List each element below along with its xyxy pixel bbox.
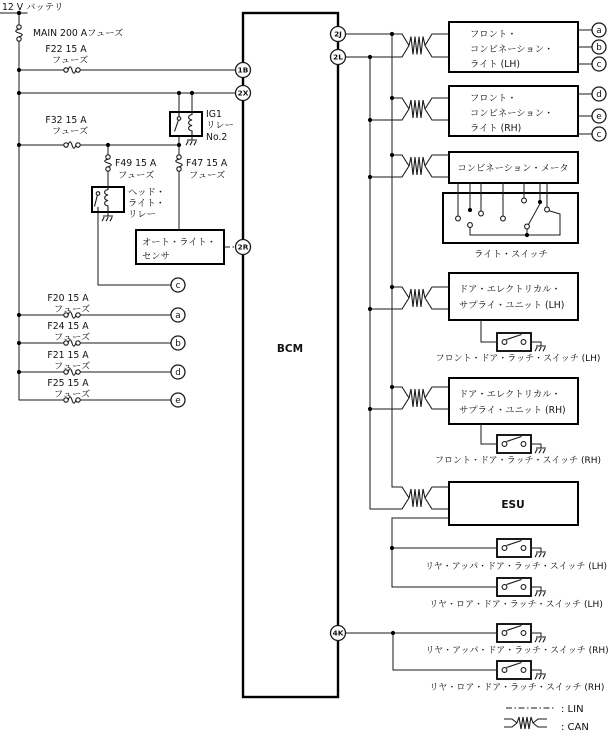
rear-upper-latch-lh-label: リヤ・アッパ・ドア・ラッチ・スイッチ (LH) bbox=[424, 562, 608, 572]
pin-b-lh-label: b bbox=[596, 43, 602, 53]
junction-dot bbox=[17, 68, 21, 72]
door-supply-lh-label: ドア・エレクトリカル・ bbox=[459, 284, 561, 295]
door-supply-rh-label2: サプライ・ユニット (RH) bbox=[459, 405, 566, 416]
ig1-label2: リレー bbox=[206, 120, 234, 131]
can-twist-combo-lh bbox=[402, 34, 449, 57]
ig1-label3: No.2 bbox=[206, 132, 228, 143]
f24-label2: フューズ bbox=[53, 332, 91, 343]
auto-light-sensor-label2: センサ bbox=[142, 251, 170, 262]
switch-contact bbox=[502, 340, 507, 345]
fuse-terminal bbox=[64, 143, 68, 147]
junction-dot bbox=[17, 313, 21, 317]
junction-dot bbox=[17, 370, 21, 374]
main-fuse-terminal bbox=[17, 37, 21, 41]
main-fuse-label: MAIN 200 Aフューズ bbox=[33, 28, 124, 39]
combination-meter-label: コンビネーション・メータ bbox=[457, 163, 569, 174]
door-supply-lh-label2: サプライ・ユニット (LH) bbox=[459, 300, 565, 311]
combo-lh-label2: コンビネーション・ bbox=[470, 44, 554, 55]
bcm-box bbox=[243, 13, 338, 697]
f32-label: F32 15 A bbox=[45, 115, 87, 126]
junction-dot bbox=[17, 143, 21, 147]
combo-lh-label: フロント・ bbox=[470, 29, 517, 40]
relay-switch-contact bbox=[96, 192, 100, 196]
switch-contact bbox=[468, 223, 473, 228]
fuse-terminal bbox=[64, 68, 68, 72]
junction-dot bbox=[525, 233, 529, 237]
main-fuse-symbol bbox=[16, 25, 23, 41]
legend-can-symbol bbox=[504, 717, 547, 729]
main-fuse-terminal bbox=[17, 25, 21, 29]
fuse-terminal bbox=[106, 167, 110, 171]
junction-dot bbox=[17, 341, 21, 345]
pin-a-label: a bbox=[175, 311, 181, 321]
combo-rh-label2: コンビネーション・ bbox=[470, 108, 554, 119]
junction-dot bbox=[177, 143, 181, 147]
switch-contact bbox=[502, 631, 507, 636]
pin-d-rh-label: d bbox=[596, 90, 602, 100]
connector-2l-label: 2L bbox=[333, 52, 343, 62]
fuse-terminal bbox=[76, 143, 80, 147]
legend-lin-label: : LIN bbox=[561, 704, 584, 715]
combo-rh-label3: ライト (RH) bbox=[470, 123, 522, 134]
pin-c-label: c bbox=[175, 281, 181, 291]
door-supply-rh-label: ドア・エレクトリカル・ bbox=[459, 389, 561, 400]
f49-label: F49 15 A bbox=[115, 158, 157, 169]
connector-2r-label: 2R bbox=[237, 242, 249, 252]
main-fuse-element bbox=[16, 29, 23, 37]
pin-c-rh-label: c bbox=[596, 130, 602, 140]
esu-label: ESU bbox=[501, 499, 525, 511]
can-twist-meter bbox=[402, 155, 449, 177]
pin-d-label: d bbox=[175, 368, 181, 378]
light-switch-label: ライト・スイッチ bbox=[474, 249, 548, 260]
switch-pivot-dot bbox=[538, 200, 542, 204]
switch-pivot-dot bbox=[468, 208, 472, 212]
fuse-element bbox=[105, 159, 112, 167]
can-stub-door-rh bbox=[370, 387, 402, 409]
can-stub-meter bbox=[370, 155, 402, 177]
can-bus-a bbox=[392, 34, 402, 487]
f22-fuse-symbol bbox=[64, 67, 80, 74]
f47-label: F47 15 A bbox=[186, 158, 228, 169]
switch-contact bbox=[522, 198, 527, 203]
can-stub-combo-rh bbox=[370, 98, 402, 120]
junction-dot bbox=[368, 407, 372, 411]
f21-label: F21 15 A bbox=[47, 350, 89, 361]
legend-can-label: : CAN bbox=[561, 722, 589, 733]
connector-1b-label: 1B bbox=[237, 65, 249, 75]
f25-label: F25 15 A bbox=[47, 378, 89, 389]
fuse-element bbox=[68, 142, 76, 149]
can-twist-door-lh bbox=[402, 287, 449, 309]
switch-contact bbox=[502, 668, 507, 673]
junction-dot bbox=[390, 153, 394, 157]
ground-rear-lower-rh bbox=[535, 674, 546, 679]
junction-dot bbox=[368, 118, 372, 122]
junction-dot bbox=[368, 307, 372, 311]
junction-dot bbox=[17, 91, 21, 95]
switch-contact bbox=[502, 442, 507, 447]
junction-dot bbox=[190, 91, 194, 95]
junction-dot bbox=[390, 546, 394, 550]
can-twist-combo-rh bbox=[402, 98, 449, 120]
f32-fuse-symbol bbox=[64, 142, 80, 149]
ig1-relay-box bbox=[170, 112, 202, 136]
can-bus-b bbox=[370, 57, 402, 509]
fuse-element bbox=[68, 67, 76, 74]
switch-contact bbox=[456, 216, 461, 221]
front-latch-rh-label: フロント・ドア・ラッチ・スイッチ (RH) bbox=[434, 456, 602, 466]
switch-contact bbox=[525, 224, 530, 229]
ground-rear-lower-lh bbox=[535, 591, 546, 596]
can-twist-door-rh bbox=[402, 387, 449, 409]
junction-dot bbox=[390, 385, 394, 389]
bcm-label: BCM bbox=[276, 343, 304, 355]
f20-label2: フューズ bbox=[53, 304, 91, 315]
headlight-relay-label: ヘッド・ bbox=[128, 187, 166, 198]
headlight-relay-label3: リレー bbox=[128, 209, 156, 220]
pin-e-label: e bbox=[175, 396, 181, 406]
f21-label2: フューズ bbox=[53, 361, 91, 372]
f49-label2: フューズ bbox=[118, 170, 155, 181]
f49-fuse-symbol bbox=[105, 155, 112, 171]
fuse-element bbox=[176, 159, 183, 167]
f25-label2: フューズ bbox=[53, 389, 91, 400]
junction-dot bbox=[390, 32, 394, 36]
junction-dot bbox=[177, 91, 181, 95]
ground-rear-upper-rh bbox=[535, 637, 546, 642]
rear-upper-latch-rh-label: リヤ・アッパ・ドア・ラッチ・スイッチ (RH) bbox=[425, 646, 609, 656]
switch-contact bbox=[479, 211, 484, 216]
pin-e-rh-label: e bbox=[596, 112, 602, 122]
f22-label: F22 15 A bbox=[45, 44, 87, 55]
ground-front-latch-lh bbox=[535, 346, 546, 351]
fuse-terminal bbox=[106, 155, 110, 159]
fuse-terminal bbox=[177, 155, 181, 159]
junction-dot bbox=[390, 285, 394, 289]
f24-label: F24 15 A bbox=[47, 321, 89, 332]
can-stub-door-lh bbox=[370, 287, 402, 309]
junction-dot bbox=[368, 175, 372, 179]
ground-rear-upper-lh bbox=[535, 552, 546, 557]
f20-label: F20 15 A bbox=[47, 293, 89, 304]
f32-label2: フューズ bbox=[51, 126, 89, 137]
ground-front-latch-rh bbox=[535, 448, 546, 453]
combo-lh-pin-wires bbox=[578, 30, 592, 64]
pin-b-label: b bbox=[175, 339, 181, 349]
ground-ig1-relay bbox=[186, 140, 197, 145]
relay-switch-contact bbox=[177, 117, 181, 121]
switch-contact bbox=[545, 207, 550, 212]
junction-dot bbox=[106, 143, 110, 147]
ground-headlight-relay bbox=[102, 216, 113, 221]
junction-dot bbox=[368, 55, 372, 59]
connector-2j-label: 2J bbox=[334, 29, 342, 39]
combo-rh-label: フロント・ bbox=[470, 93, 517, 104]
f22-label2: フューズ bbox=[51, 55, 89, 66]
fuse-terminal bbox=[76, 68, 80, 72]
headlight-relay-label2: ライト・ bbox=[128, 198, 165, 209]
switch-contact bbox=[521, 442, 526, 447]
switch-contact bbox=[502, 585, 507, 590]
switch-contact bbox=[521, 585, 526, 590]
combo-rh-pin-wires bbox=[578, 94, 592, 134]
battery-label: 12 V バッテリ bbox=[2, 2, 64, 13]
rear-lower-latch-rh-label: リヤ・ロア・ドア・ラッチ・スイッチ (RH) bbox=[429, 683, 605, 693]
pin-a-lh-label: a bbox=[596, 26, 602, 36]
ig1-label: IG1 bbox=[206, 109, 222, 120]
switch-contact bbox=[521, 668, 526, 673]
auto-light-sensor-label: オート・ライト・ bbox=[142, 237, 217, 248]
switch-contact bbox=[521, 546, 526, 551]
f47-fuse-symbol bbox=[176, 155, 183, 171]
switch-contact bbox=[502, 546, 507, 551]
switch-contact bbox=[521, 340, 526, 345]
connector-4k-label: 4K bbox=[332, 628, 344, 638]
can-twist-esu bbox=[402, 487, 449, 509]
f47-label2: フューズ bbox=[189, 170, 226, 181]
connector-2x-label: 2X bbox=[237, 88, 249, 98]
door-supply-unit-lh-box bbox=[449, 273, 578, 320]
switch-contact bbox=[501, 216, 506, 221]
pin-c-lh-label: c bbox=[596, 60, 602, 70]
fuse-terminal bbox=[177, 167, 181, 171]
rear-lower-latch-lh-label: リヤ・ロア・ドア・ラッチ・スイッチ (LH) bbox=[429, 600, 603, 610]
switch-contact bbox=[521, 631, 526, 636]
junction-dot bbox=[391, 631, 395, 635]
combo-lh-label3: ライト (LH) bbox=[470, 59, 520, 70]
door-supply-unit-rh-box bbox=[449, 378, 578, 424]
junction-dot bbox=[390, 96, 394, 100]
front-latch-lh-label: フロント・ドア・ラッチ・スイッチ (LH) bbox=[435, 354, 601, 364]
